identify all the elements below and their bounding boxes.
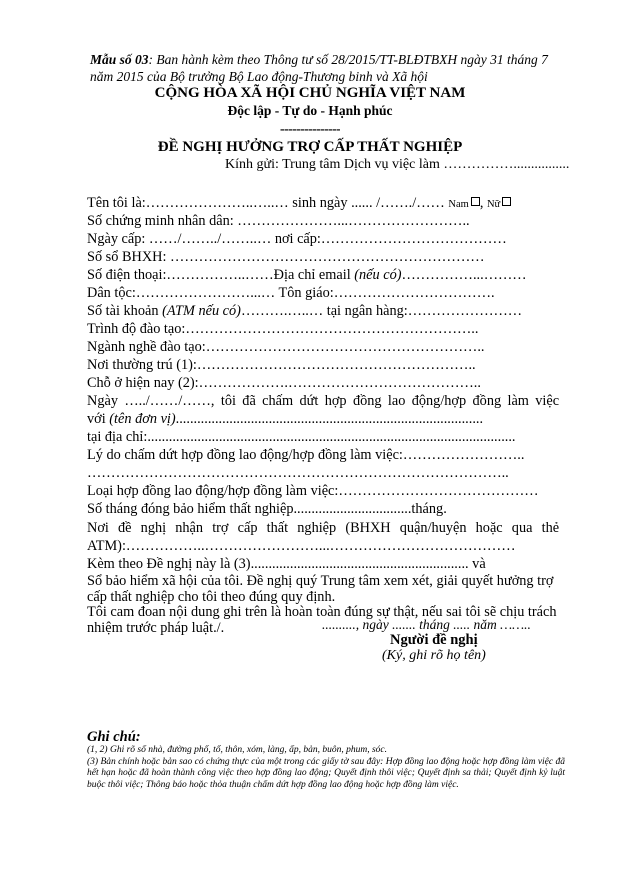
word: động/hợp (411, 393, 467, 409)
account-rest: ……….…..… tại ngân hàng:…………………… (240, 303, 523, 319)
social-insurance-field: Số sổ BHXH: ………………………………………………………… (87, 249, 485, 265)
name-field-line: Tên tôi là:…………………..…..… sinh ngày ...... /……./…… Nam , Nữ (87, 195, 511, 213)
word: lao (387, 393, 406, 409)
current-address-field: Chỗ ở hiện nay (2):……………….………………………………….. (87, 375, 481, 391)
word: tôi (220, 393, 236, 409)
email-hint: (nếu có) (354, 267, 402, 283)
email-dots: ……………...……… (401, 267, 527, 283)
receive-place-line (87, 519, 559, 537)
word: đồng (352, 393, 382, 409)
word: dứt (299, 393, 319, 409)
id-number-field: Số chứng minh nhân dân: …………………...…………………….. (87, 213, 470, 229)
employer-prefix: với (87, 411, 106, 427)
contribution-months-field: Số tháng đóng bảo hiểm thất nghiệp.................................tháng. (87, 501, 447, 517)
phone-field: Số điện thoại:……………..…… (87, 267, 274, 283)
word: đã (242, 393, 256, 409)
word: Ngày (87, 393, 118, 409)
word: hợp (324, 393, 347, 409)
note-item: (1, 2) Ghi rõ số nhà, đường phố, tổ, thôn, xóm, làng, ấp, bản, buôn, phum, sóc. (87, 745, 387, 755)
nation-heading: CỘNG HÒA XÃ HỘI CHỦ NGHĨA VIỆT NAM (154, 85, 466, 101)
heading-divider: --------------- (280, 121, 340, 136)
word: việc (535, 393, 560, 409)
word: đề (118, 520, 132, 536)
termination-reason-cont: …………………………………………………………………………….. (87, 465, 509, 481)
word: thất (266, 520, 289, 536)
signature-date: .........., ngày ....... tháng ..... năm …….. (322, 617, 531, 632)
signature-title: Người đề nghị (390, 632, 478, 648)
word: …../……/……, (124, 393, 215, 409)
note-item: (3) Bản chính hoặc bản sao có chứng thực của một trong các giấy tờ sau đây: Hợp đồng lao động hoặc hợp đồng làm việc đã hết hạn hoặc đã hoàn thành công việc theo hợp đồng lao động; Quyết định thôi việc; Quyết định sa thải; Quyết định kỷ luật buộc thôi việc; Thông báo hoặc thỏa thuận chấm dứt hợp đồng lao động hoặc hợp đồng làm việc. (87, 756, 565, 790)
commitment-paragraph: Tôi cam đoan nội dung ghi trên là hoàn toàn đúng sự thật, nếu sai tôi sẽ chịu trách nhiệm trước pháp luật./. (87, 604, 557, 636)
word: làm (507, 393, 529, 409)
word: chấm (262, 393, 294, 409)
form-number: Mẫu số 03 (90, 52, 149, 67)
major-field: Ngành nghề đào tạo:………………………………………………….. (87, 339, 485, 355)
word: qua (511, 520, 533, 536)
national-motto: Độc lập - Tự do - Hạnh phúc (227, 103, 393, 118)
employer-dots: ...................................................................................... (175, 411, 484, 427)
form-header-note (90, 51, 560, 85)
employer-line (87, 411, 483, 428)
word: nhận (175, 520, 204, 536)
account-hint: (ATM nếu có) (162, 303, 241, 319)
notes-list (87, 745, 565, 791)
name-field: Tên tôi là:…………………..…..… sinh ngày ...... /……./…… (87, 195, 445, 211)
termination-reason-field: Lý do chấm dứt hợp đồng lao động/hợp đồng làm việc:…………………….. (87, 447, 525, 463)
contract-type-field: Loại hợp đồng lao động/hợp đồng làm việc:…………………………………… (87, 483, 539, 499)
work-address-field: tại địa chỉ:....................................................................................................... (87, 429, 516, 445)
form-legal-basis: : Ban hành kèm theo Thông tư số 28/2015/TT-BLĐTBXH ngày 31 tháng 7 năm 2015 của Bộ trưởng Bộ Lao động-Thương binh và Xã hội (90, 52, 548, 84)
word: cấp (237, 520, 258, 536)
account-label: Số tài khoản (87, 303, 159, 319)
issue-date-field: Ngày cấp: ……/……../……..… nơi cấp:………………………………… (87, 231, 507, 247)
permanent-address-field: Nơi thường trú (1):………………………………………………….. (87, 357, 476, 373)
gender-male-label: Nam (448, 199, 469, 210)
email-label: Địa chỉ email (273, 267, 351, 283)
gender-male-checkbox[interactable] (471, 197, 480, 206)
addressee-line: Kính gửi: Trung tâm Dịch vụ việc làm ……………................ (225, 157, 570, 172)
employer-hint: (tên đơn vị) (109, 411, 176, 427)
gender-female-checkbox[interactable] (502, 197, 511, 206)
word: hoặc (475, 520, 503, 536)
signature-instruction: (Ký, ghi rõ họ tên) (382, 648, 486, 663)
gender-female-label: Nữ (486, 199, 501, 210)
word: Nơi (87, 520, 109, 536)
word: thẻ (541, 520, 560, 536)
word: nghiệp (297, 520, 337, 536)
word: trợ (212, 520, 229, 536)
word: nghị (140, 520, 167, 536)
termination-date-line (87, 392, 559, 410)
notes-title: Ghi chú: (87, 729, 141, 745)
form-title: ĐỀ NGHỊ HƯỞNG TRỢ CẤP THẤT NGHIỆP (157, 139, 463, 155)
ethnicity-religion-field: Dân tộc:……………………...… Tôn giáo:……………………………. (87, 285, 495, 301)
bank-account-line (87, 303, 522, 320)
request-paragraph: Sổ bảo hiểm xã hội của tôi. Đề nghị quý Trung tâm xem xét, giải quyết hưởng trợ cấp thất nghiệp cho tôi theo đúng quy định. (87, 573, 554, 605)
attachment-field: Kèm theo Đề nghị này là (3)............................................................. và (87, 556, 486, 572)
word: quận/huyện (399, 520, 467, 536)
word: đồng (472, 393, 502, 409)
receive-place-cont: ATM):……………..……………………...………………………………… (87, 538, 516, 554)
education-field: Trình độ đào tạo:…………………………………………………….. (87, 321, 479, 337)
word: (BHXH (345, 520, 391, 536)
phone-email-line (87, 267, 527, 284)
